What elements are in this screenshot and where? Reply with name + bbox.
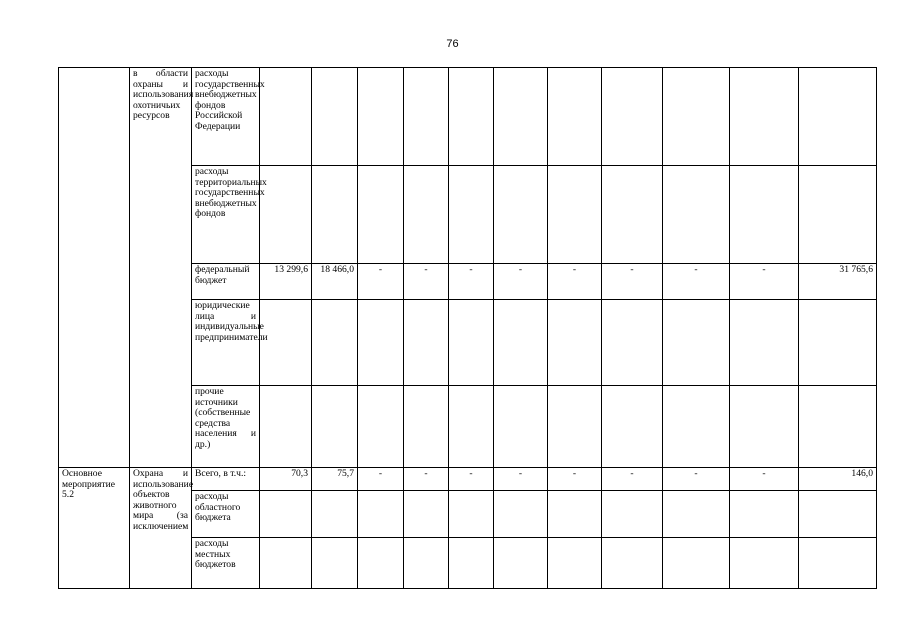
value-cell [730,166,799,264]
value-cell [602,538,663,589]
budget-table [58,67,877,589]
value-cell: 70,3 [260,468,312,491]
value-cell: - [449,264,494,300]
activity-name-cell: Основное мероприятие 5.2 [59,468,130,589]
value-cell: - [730,264,799,300]
value-cell [404,538,449,589]
value-cell [602,300,663,386]
value-cell: - [663,264,730,300]
funding-source-cell: расходы местных бюджетов [192,538,260,589]
activity-description-cell: Охрана и использование объектов животного мира (за исключением [130,468,192,589]
value-cell [404,386,449,468]
table-row [59,68,877,166]
value-cell [404,68,449,166]
value-cell [799,491,877,538]
value-cell [404,166,449,264]
value-cell [602,166,663,264]
value-cell [730,491,799,538]
value-cell [548,538,602,589]
value-cell [260,68,312,166]
value-cell [312,491,358,538]
value-cell [494,386,548,468]
value-cell [358,68,404,166]
funding-source-cell: расходы территориальных государственных внебюджетных фондов [192,166,260,264]
value-cell [312,166,358,264]
value-cell [358,538,404,589]
value-cell: - [494,468,548,491]
value-cell: - [602,468,663,491]
value-cell [312,386,358,468]
value-cell: - [449,468,494,491]
value-cell [494,491,548,538]
value-cell [548,68,602,166]
value-cell [358,166,404,264]
value-cell [449,538,494,589]
value-cell [260,491,312,538]
value-cell: - [663,468,730,491]
value-cell [799,68,877,166]
value-cell [548,166,602,264]
value-cell: 13 299,6 [260,264,312,300]
value-cell [730,300,799,386]
value-cell [663,386,730,468]
value-cell [663,538,730,589]
value-cell: - [404,264,449,300]
value-cell: 75,7 [312,468,358,491]
funding-source-cell: юридические лица и индивидуальные предприниматели [192,300,260,386]
value-cell [494,300,548,386]
value-cell [449,166,494,264]
value-cell [730,386,799,468]
value-cell: - [358,264,404,300]
value-cell [799,386,877,468]
funding-source-cell: прочие источники (собственные средства населения и др.) [192,386,260,468]
funding-source-cell: Всего, в т.ч.: [192,468,260,491]
value-cell [548,386,602,468]
value-cell [663,166,730,264]
value-cell [548,300,602,386]
value-cell [602,386,663,468]
value-cell [602,68,663,166]
value-cell [494,538,548,589]
value-cell: - [602,264,663,300]
activity-description-cell: в области охраны и использования охотничьих ресурсов [130,68,192,468]
value-cell: - [548,468,602,491]
value-cell [663,491,730,538]
value-cell: - [494,264,548,300]
value-cell [663,300,730,386]
value-cell: - [404,468,449,491]
value-cell [494,166,548,264]
activity-name-cell [59,68,130,468]
funding-source-cell: расходы государственных внебюджетных фондов Российской Федерации [192,68,260,166]
value-cell [449,300,494,386]
value-cell [260,386,312,468]
table-row [59,468,877,491]
value-cell [358,300,404,386]
value-cell: 18 466,0 [312,264,358,300]
value-cell [663,68,730,166]
value-cell: 146,0 [799,468,877,491]
value-cell [799,300,877,386]
value-cell [312,300,358,386]
value-cell [799,166,877,264]
value-cell [449,491,494,538]
value-cell [312,68,358,166]
value-cell [312,538,358,589]
value-cell [602,491,663,538]
funding-source-cell: федеральный бюджет [192,264,260,300]
page-number: 76 [446,38,459,50]
value-cell: - [548,264,602,300]
value-cell [449,386,494,468]
value-cell: - [730,468,799,491]
value-cell [404,491,449,538]
value-cell [404,300,449,386]
value-cell [358,491,404,538]
value-cell [730,68,799,166]
value-cell [260,166,312,264]
value-cell [548,491,602,538]
funding-source-cell: расходы областного бюджета [192,491,260,538]
value-cell [358,386,404,468]
value-cell [260,538,312,589]
value-cell: - [358,468,404,491]
value-cell [799,538,877,589]
value-cell [494,68,548,166]
value-cell [730,538,799,589]
value-cell: 31 765,6 [799,264,877,300]
value-cell [449,68,494,166]
